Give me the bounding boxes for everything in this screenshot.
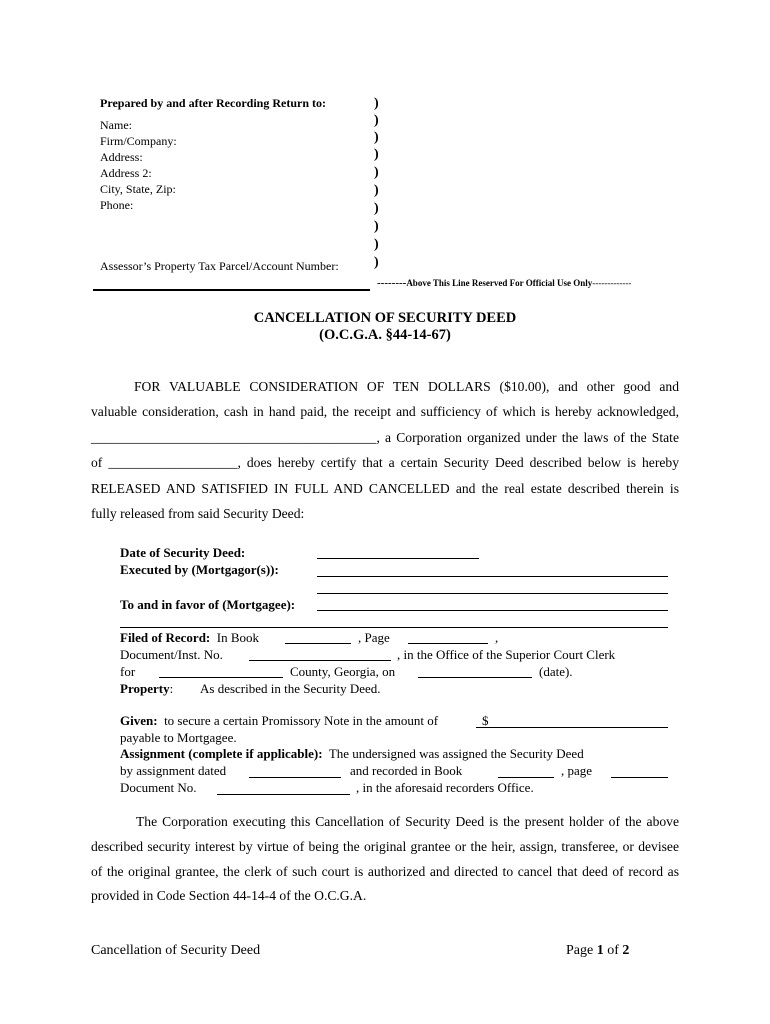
doc-inst-label: Document/Inst. No.: [120, 647, 223, 662]
filed-of-record-row: Filed of Record: In Book: [120, 630, 260, 645]
aforesaid-text: , in the aforesaid recorders Office.: [356, 780, 534, 795]
document-title: CANCELLATION OF SECURITY DEED: [253, 310, 517, 326]
paren-4: ): [374, 147, 379, 162]
para1-line4: of ___________________, does hereby certify that a certain Security Deed described below is hereby: [91, 455, 679, 470]
footer-title: Cancellation of Security Deed: [91, 943, 261, 958]
return-to-title: Prepared by and after Recording Return to:: [100, 96, 326, 110]
para1-line6: fully released from said Security Deed:: [91, 506, 305, 521]
paren-9: ): [374, 237, 379, 252]
reserved-notice: --------Above This Line Reserved For Official Use Only-------------: [377, 277, 632, 289]
mortgagor-field-1[interactable]: [317, 576, 668, 577]
paren-2: ): [374, 113, 379, 128]
state-blank[interactable]: ___________________: [108, 455, 238, 470]
county-text: County, Georgia, on: [290, 664, 396, 679]
note-amount-field[interactable]: [476, 727, 668, 728]
executed-by-label: Executed by (Mortgagor(s)):: [120, 562, 279, 577]
field-name-label: Name:: [100, 118, 132, 132]
for-label: for: [120, 664, 136, 679]
office-text: , in the Office of the Superior Court Clerk: [397, 647, 616, 662]
recorded-in-book-label: and recorded in Book: [350, 763, 463, 778]
assignment-date-field[interactable]: [249, 777, 341, 778]
para1-line3: __________________________________________, a Corporation organized under the laws of the State: [91, 430, 679, 445]
assessor-label: Assessor’s Property Tax Parcel/Account Number:: [100, 259, 339, 273]
field-phone-label: Phone:: [100, 198, 134, 212]
field-address2-label: Address 2:: [100, 166, 152, 180]
paren-10: ): [374, 255, 379, 270]
paren-5: ): [374, 165, 379, 180]
book-field[interactable]: [285, 643, 351, 644]
page-label: , Page: [358, 630, 390, 645]
by-assignment-label: by assignment dated: [120, 763, 227, 778]
paren-3: ): [374, 130, 379, 145]
para1-line1: FOR VALUABLE CONSIDERATION OF TEN DOLLARS ($10.00), and other good and: [134, 379, 679, 394]
paren-7: ): [374, 201, 379, 216]
payable-text: payable to Mortgagee.: [120, 730, 237, 745]
date-word: (date).: [539, 664, 573, 679]
mortgagee-field-2[interactable]: [120, 627, 668, 628]
assignment-page-field[interactable]: [611, 777, 668, 778]
para2-line4: provided in Code Section 44-14-4 of the O.C.G.A.: [91, 888, 367, 903]
dollar-sign: $: [482, 713, 489, 728]
property-row: Property:: [120, 681, 174, 696]
page-field[interactable]: [408, 643, 488, 644]
document-subtitle: (O.C.G.A. §44-14-67): [319, 327, 451, 343]
para2-line3: of the original grantee, the clerk of such court is authorized and directed to cancel that deed of record as: [91, 864, 679, 879]
given-row: Given: to secure a certain Promissory Note in the amount of: [120, 713, 439, 728]
page-comma: ,: [495, 630, 499, 645]
document-no-field[interactable]: [217, 794, 350, 795]
field-city-label: City, State, Zip:: [100, 182, 176, 196]
assignment-book-field[interactable]: [498, 777, 554, 778]
paren-8: ): [374, 219, 379, 234]
corporation-name-blank[interactable]: __________________________________________: [91, 430, 377, 445]
field-address-label: Address:: [100, 150, 143, 164]
para1-line2: valuable consideration, cash in hand paid, the receipt and sufficiency of which is hereby acknowledged,: [91, 404, 679, 419]
para2-line1: The Corporation executing this Cancellation of Security Deed is the present holder of the above: [136, 814, 679, 829]
property-text: As described in the Security Deed.: [200, 681, 381, 696]
reserved-divider: [93, 289, 370, 291]
doc-inst-field[interactable]: [249, 660, 391, 661]
para1-line5: RELEASED AND SATISFIED IN FULL AND CANCELLED and the real estate described therein is: [91, 481, 679, 496]
county-field[interactable]: [159, 677, 283, 678]
date-of-deed-label: Date of Security Deed:: [120, 545, 246, 560]
footer-page-number: Page 1 of 2: [566, 943, 630, 958]
mortgagor-field-2[interactable]: [317, 593, 668, 594]
mortgagee-field-1[interactable]: [317, 610, 668, 611]
field-firm-label: Firm/Company:: [100, 134, 177, 148]
date-of-deed-field[interactable]: [317, 558, 479, 559]
para2-line2: described security interest by virtue of being the original grantee or the heir, assign, transferee, or devisee: [91, 839, 679, 854]
paren-1: ): [374, 96, 379, 111]
assignment-page-label: , page: [561, 763, 593, 778]
assignment-row: Assignment (complete if applicable): The undersigned was assigned the Security Deed: [120, 746, 584, 761]
in-favor-of-label: To and in favor of (Mortgagee):: [120, 597, 296, 612]
document-no-label: Document No.: [120, 780, 197, 795]
paren-6: ): [374, 183, 379, 198]
record-date-field[interactable]: [418, 677, 532, 678]
